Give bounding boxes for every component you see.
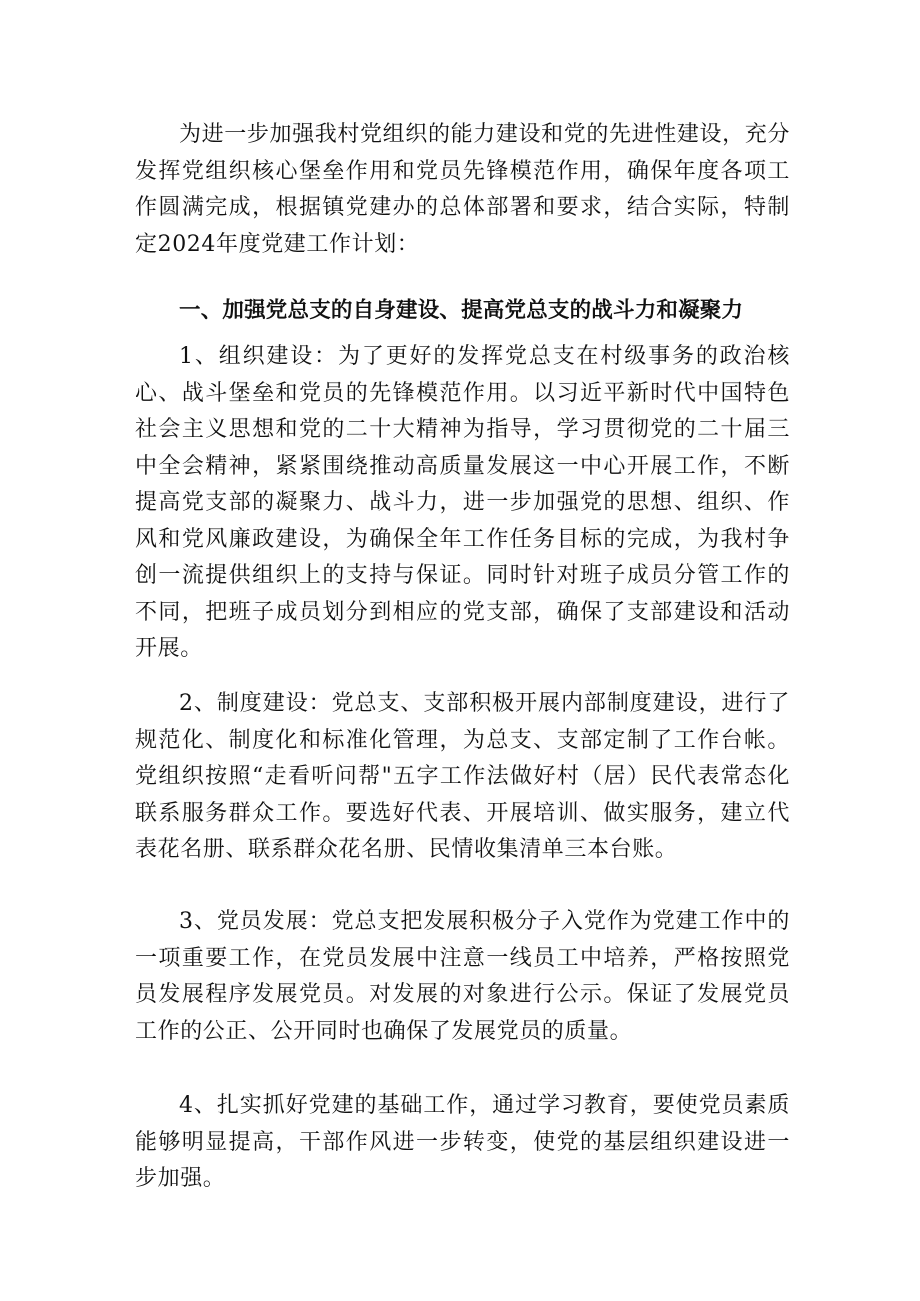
section-heading: 一、加强党总支的自身建设、提高党总支的战斗力和凝聚力 (179, 298, 744, 323)
paragraph-system: 2、制度建设：党总支、支部积极开展内部制度建设，进行了规范化、制度化和标准化管理，为总支、支部定制了工作台帐。党组织按照“走看听问帮"五字工作法做好村（居）民代表常态化联系服务群众工作。要选好代表、开展培训、做实服务，建立代表花名册、联系群众花名册、民情收集清单三本台账。 (135, 691, 790, 862)
paragraph-member-development: 3、党员发展：党总支把发展积极分子入党作为党建工作中的一项重要工作，在党员发展中注意一线员工中培养，严格按照党员发展程序发展党员。对发展的对象进行公示。保证了发展党员工作的公正、公开同时也确保了发展党员的质量。 (135, 909, 790, 1044)
paragraph-organization: 1、组织建设：为了更好的发挥党总支在村级事务的政治核心、战斗堡垒和党员的先锋模范作用。以习近平新时代中国特色社会主义思想和党的二十大精神为指导，学习贯彻党的二十届三中全会精神，紧紧围绕推动高质量发展这一中心开展工作，不断提高党支部的凝聚力、战斗力，进一步加强党的思想、组织、作风和党风廉政建设，为确保全年工作任务目标的完成，为我村争创一流提供组织上的支持与保证。同时针对班子成员分管工作的不同，把班子成员划分到相应的党支部，确保了支部建设和活动开展。 (135, 344, 790, 661)
paragraph-foundation: 4、扎实抓好党建的基础工作，通过学习教育，要使党员素质能够明显提高，干部作风进一步转变，使党的基层组织建设进一步加强。 (135, 1093, 790, 1191)
intro-paragraph: 为进一步加强我村党组织的能力建设和党的先进性建设，充分发挥党组织核心堡垒作用和党员先锋模范作用，确保年度各项工作圆满完成，根据镇党建办的总体部署和要求，结合实际，特制定2024年度党建工作计划： (135, 122, 790, 257)
